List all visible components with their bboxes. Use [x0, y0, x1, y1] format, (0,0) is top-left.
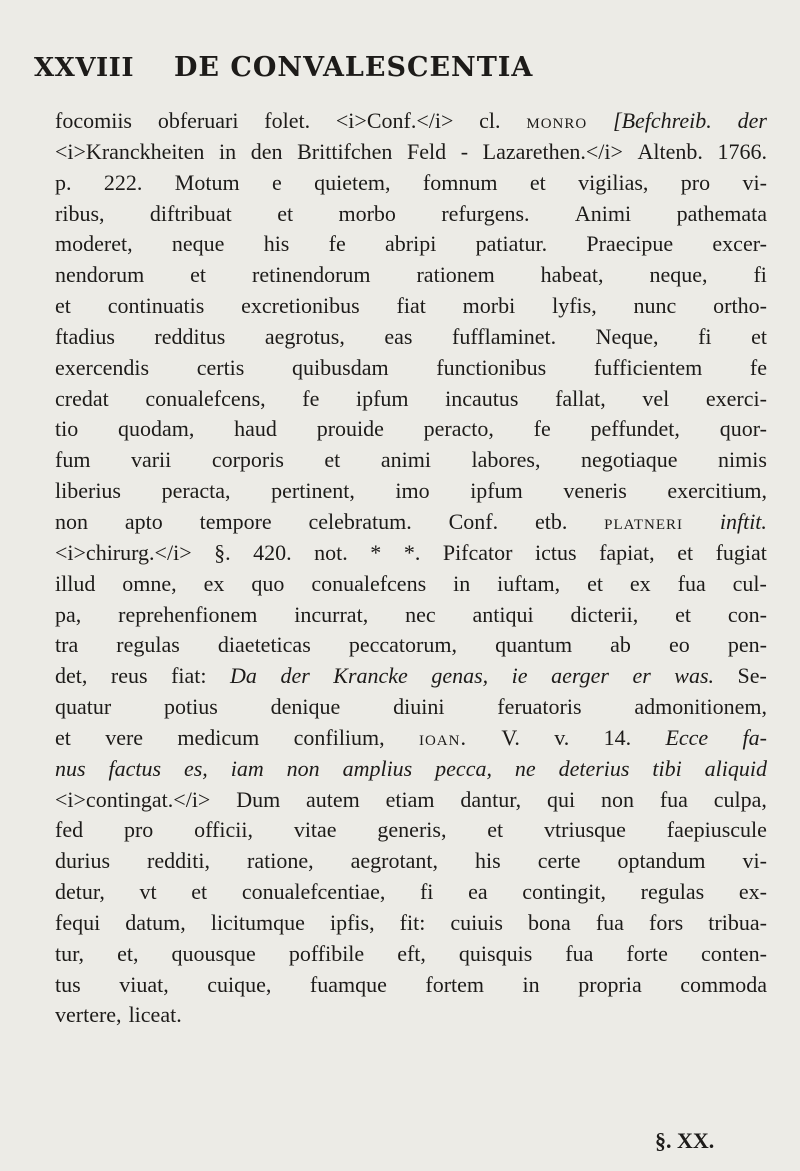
- word: aerger: [551, 663, 609, 689]
- word: 420.: [253, 539, 292, 565]
- word: <i>chirurg.</i>: [55, 539, 192, 565]
- word: et: [190, 262, 207, 288]
- word: ex: [629, 570, 651, 596]
- word: patiatur.: [475, 231, 548, 257]
- text-line: [55, 445, 767, 476]
- word: credat: [55, 385, 109, 411]
- word: fe: [533, 416, 551, 442]
- word: pathemata: [676, 200, 767, 226]
- word: <i>Kranckheiten: [55, 138, 205, 164]
- word: officii,: [194, 817, 253, 843]
- word: continuatis: [107, 293, 205, 319]
- word: certe: [537, 848, 581, 874]
- word: viuat,: [119, 971, 169, 997]
- word: peccatorum,: [348, 632, 457, 658]
- word: eas: [384, 323, 413, 349]
- word: his: [263, 231, 290, 257]
- word: fequi: [55, 909, 101, 935]
- word: was.: [674, 663, 715, 689]
- word: moderet,: [55, 231, 133, 257]
- word: vi-: [742, 848, 767, 874]
- word: durius: [55, 848, 110, 874]
- word: vt: [139, 879, 157, 905]
- word: fua: [565, 940, 594, 966]
- word: monro: [526, 108, 588, 133]
- word: et: [529, 169, 546, 195]
- word: conualefcens: [311, 570, 427, 596]
- word: nus: [55, 755, 86, 781]
- word: fiat: [396, 293, 426, 319]
- word: con-: [727, 601, 767, 627]
- word: propria: [578, 971, 642, 997]
- text-line: [55, 353, 767, 384]
- word: et: [191, 879, 208, 905]
- word: in: [219, 138, 237, 164]
- word: incurrat,: [294, 601, 369, 627]
- word: ictus: [535, 539, 577, 565]
- word: quantum: [495, 632, 573, 658]
- word: commoda: [680, 971, 767, 997]
- word: ie: [511, 663, 528, 689]
- word: det,: [55, 663, 88, 689]
- word: fugiat: [715, 539, 767, 565]
- text-line: [55, 970, 767, 1001]
- word: et: [675, 601, 692, 627]
- word: Neque,: [595, 323, 659, 349]
- word: der: [280, 663, 310, 689]
- word: omne,: [122, 570, 177, 596]
- word: incautus: [445, 385, 519, 411]
- word: genas,: [431, 663, 489, 689]
- word: Praecipue: [586, 231, 674, 257]
- word: *.: [403, 539, 421, 565]
- word: quatur: [55, 694, 112, 720]
- word: antiqui: [472, 601, 534, 627]
- text-line: [55, 414, 767, 445]
- word: es,: [183, 755, 208, 781]
- word: Dum: [236, 786, 281, 812]
- word: faepiuscule: [666, 817, 767, 843]
- word: et: [751, 323, 767, 349]
- word: ftadius: [55, 323, 115, 349]
- word: diftribuat: [149, 200, 232, 226]
- word: et: [487, 817, 504, 843]
- word: redditus: [154, 323, 226, 349]
- word: in: [453, 570, 471, 596]
- word: <i>Conf.</i>: [335, 108, 454, 133]
- text-line: [55, 168, 767, 199]
- word: et: [277, 200, 294, 226]
- text-line: [55, 507, 767, 538]
- word: 1766.: [717, 138, 767, 164]
- word: tus: [55, 971, 81, 997]
- word: fua: [677, 570, 706, 596]
- word: pa,: [55, 601, 82, 627]
- text-line: [55, 569, 767, 600]
- word: autem: [306, 786, 360, 812]
- word: dantur,: [460, 786, 522, 812]
- word: confilium,: [293, 724, 385, 750]
- running-title: DE CONVALESCENTIA: [174, 52, 534, 83]
- word: Da: [230, 663, 257, 689]
- word: diaeteticas: [217, 632, 311, 658]
- text-line: [55, 754, 767, 785]
- word: den: [250, 138, 283, 164]
- word: fe: [749, 354, 767, 380]
- word: in: [522, 971, 540, 997]
- text-line: [55, 846, 767, 877]
- word: ipfis,: [329, 909, 375, 935]
- word: datum,: [125, 909, 186, 935]
- word: dicterii,: [570, 601, 639, 627]
- word: etb.: [534, 508, 568, 534]
- text-line: [55, 106, 767, 137]
- text-line: [55, 785, 767, 816]
- word: aliquid: [704, 755, 767, 781]
- word: ne: [514, 755, 536, 781]
- word: abripi: [385, 231, 437, 257]
- word: pen-: [727, 632, 767, 658]
- word: morbo: [338, 200, 396, 226]
- word: conualefcens,: [145, 385, 266, 411]
- word: fua: [595, 909, 624, 935]
- word: denique: [270, 694, 341, 720]
- word: vitae: [293, 817, 337, 843]
- word: imo: [395, 478, 430, 504]
- word: eo: [669, 632, 690, 658]
- word: Se-: [737, 663, 767, 689]
- word: non: [55, 508, 88, 534]
- word: haud: [234, 416, 277, 442]
- text-line: [55, 137, 767, 168]
- word: forte: [626, 940, 668, 966]
- word: et: [587, 570, 603, 596]
- word: iam: [230, 755, 264, 781]
- word: fi: [753, 262, 767, 288]
- word: generis,: [377, 817, 447, 843]
- word: pecca,: [435, 755, 492, 781]
- word: fit:: [399, 909, 426, 935]
- word: tur,: [55, 940, 85, 966]
- word: der: [737, 108, 767, 133]
- word: non: [601, 786, 634, 812]
- word: fallat,: [555, 385, 606, 411]
- word: reus: [110, 663, 148, 689]
- word: liberius: [55, 478, 121, 504]
- word: tio: [55, 416, 79, 442]
- word: feruatoris: [497, 694, 582, 720]
- text-line: [55, 476, 767, 507]
- word: exerci-: [705, 385, 767, 411]
- word: neque: [171, 231, 225, 257]
- word: nec: [405, 601, 436, 627]
- word: ortho-: [713, 293, 767, 319]
- word: <i>contingat.</i>: [55, 786, 211, 812]
- word: ea: [468, 879, 488, 905]
- word: etiam: [385, 786, 435, 812]
- word: fum: [55, 447, 91, 473]
- word: corporis: [211, 447, 284, 473]
- word: fiat:: [171, 663, 207, 689]
- word: Conf.: [448, 508, 499, 534]
- word: bona: [528, 909, 571, 935]
- word: aegrotant,: [350, 848, 438, 874]
- word: detur,: [55, 879, 105, 905]
- word: qui: [547, 786, 576, 812]
- word: cuique,: [207, 971, 272, 997]
- text-line: [55, 1000, 767, 1031]
- word: optandum: [617, 848, 706, 874]
- word: ex: [203, 570, 225, 596]
- word: fe: [328, 231, 346, 257]
- word: apto: [124, 508, 163, 534]
- word: vigilias,: [578, 169, 649, 195]
- word: vertere,: [55, 1002, 122, 1028]
- word: -: [460, 138, 469, 164]
- word: Lazarethen.</i>: [482, 138, 623, 164]
- word: pertinent,: [271, 478, 355, 504]
- word: functionibus: [436, 354, 547, 380]
- word: regulas: [640, 879, 705, 905]
- word: peracto,: [423, 416, 494, 442]
- word: cul-: [732, 570, 767, 596]
- word: fi: [698, 323, 712, 349]
- word: redditi,: [147, 848, 210, 874]
- word: morbi: [462, 293, 516, 319]
- word: varii: [130, 447, 172, 473]
- word: quisquis: [458, 940, 533, 966]
- word: quor-: [719, 416, 767, 442]
- word: ipfum: [355, 385, 409, 411]
- word: fomnum: [422, 169, 498, 195]
- word: Ecce: [665, 724, 709, 750]
- word: cl.: [479, 108, 501, 133]
- word: §.: [214, 539, 231, 565]
- word: culpa,: [713, 786, 767, 812]
- word: focomiis: [55, 108, 132, 133]
- word: admonitionem,: [634, 694, 767, 720]
- word: pro: [123, 817, 154, 843]
- text-line: [55, 877, 767, 908]
- word: quousque: [171, 940, 256, 966]
- word: ab: [610, 632, 631, 658]
- word: et: [55, 724, 71, 750]
- word: lyfis,: [552, 293, 597, 319]
- word: nunc: [633, 293, 677, 319]
- word: pro: [680, 169, 711, 195]
- word: neque,: [649, 262, 708, 288]
- text-line: [55, 199, 767, 230]
- word: quietem,: [314, 169, 391, 195]
- word: medicum: [177, 724, 260, 750]
- text-line: [55, 723, 767, 754]
- word: reprehenfionem: [118, 601, 258, 627]
- word: quodam,: [118, 416, 195, 442]
- word: celebratum.: [308, 508, 412, 534]
- folio-number: XXVIII: [34, 53, 135, 83]
- word: Brittifchen: [297, 138, 393, 164]
- word: ex-: [738, 879, 767, 905]
- word: et,: [117, 940, 139, 966]
- word: quibusdam: [292, 354, 389, 380]
- word: V.: [501, 724, 520, 750]
- word: fufflaminet.: [452, 323, 557, 349]
- word: [Befchreib.: [613, 108, 712, 133]
- word: eft,: [397, 940, 426, 966]
- word: exercendis: [55, 354, 150, 380]
- word: animi: [380, 447, 431, 473]
- word: cuiuis: [450, 909, 503, 935]
- word: potius: [164, 694, 218, 720]
- word: fors: [649, 909, 684, 935]
- word: non: [286, 755, 320, 781]
- word: ioan.: [418, 724, 467, 750]
- text-line: [55, 384, 767, 415]
- word: Motum: [174, 169, 240, 195]
- word: 222.: [103, 169, 143, 195]
- word: ratione,: [247, 848, 314, 874]
- text-line: [55, 661, 767, 692]
- text-line: [55, 815, 767, 846]
- word: contingit,: [522, 879, 606, 905]
- word: exercitium,: [667, 478, 767, 504]
- text-line: [55, 630, 767, 661]
- text-line: [55, 939, 767, 970]
- word: 14.: [603, 724, 632, 750]
- word: obferuari: [157, 108, 239, 133]
- word: folet.: [264, 108, 311, 133]
- word: nendorum: [55, 262, 145, 288]
- word: fufficientem: [593, 354, 703, 380]
- word: tribua-: [708, 909, 767, 935]
- text-line: [55, 322, 767, 353]
- word: Animi: [574, 200, 632, 226]
- text-line: [55, 908, 767, 939]
- catchword: §. XX.: [655, 1128, 715, 1153]
- word: ribus,: [55, 200, 105, 226]
- word: refurgens.: [441, 200, 530, 226]
- word: negotiaque: [581, 447, 678, 473]
- word: vel: [642, 385, 670, 411]
- word: Altenb.: [637, 138, 703, 164]
- word: nimis: [718, 447, 767, 473]
- word: liceat.: [128, 1002, 182, 1028]
- word: fapiat,: [599, 539, 655, 565]
- word: iuftam,: [497, 570, 561, 596]
- word: rationem: [416, 262, 495, 288]
- word: habeat,: [540, 262, 604, 288]
- word: tra: [55, 632, 79, 658]
- word: excretionibus: [241, 293, 360, 319]
- word: fe: [302, 385, 320, 411]
- word: vtriusque: [544, 817, 626, 843]
- word: peffundet,: [590, 416, 680, 442]
- text-line: [55, 600, 767, 631]
- word: fua: [659, 786, 688, 812]
- word: deterius: [558, 755, 630, 781]
- text-line: [55, 538, 767, 569]
- word: Krancke: [333, 663, 408, 689]
- word: vi-: [742, 169, 767, 195]
- word: his: [475, 848, 501, 874]
- word: licitumque: [210, 909, 305, 935]
- word: regulas: [116, 632, 180, 658]
- word: er: [632, 663, 651, 689]
- word: labores,: [471, 447, 541, 473]
- word: tibi: [652, 755, 682, 781]
- word: et: [324, 447, 341, 473]
- word: Feld: [407, 138, 447, 164]
- word: tempore: [199, 508, 272, 534]
- word: inftit.: [719, 508, 767, 534]
- text-line: [55, 229, 767, 260]
- word: *: [370, 539, 382, 565]
- word: et: [677, 539, 694, 565]
- word: peracta,: [161, 478, 231, 504]
- word: poffibile: [288, 940, 365, 966]
- word: conten-: [700, 940, 767, 966]
- word: fed: [55, 817, 84, 843]
- word: fa-: [742, 724, 767, 750]
- word: Pifcator: [442, 539, 513, 565]
- word: diuini: [393, 694, 445, 720]
- word: conualefcentiae,: [241, 879, 386, 905]
- word: quo: [251, 570, 285, 596]
- word: fuamque: [309, 971, 387, 997]
- body-text: [55, 106, 767, 1031]
- text-line: [55, 692, 767, 723]
- word: vere: [105, 724, 144, 750]
- word: amplius: [342, 755, 413, 781]
- word: et: [55, 293, 71, 319]
- word: factus: [108, 755, 162, 781]
- word: veneris: [563, 478, 627, 504]
- text-line: [55, 291, 767, 322]
- word: p.: [55, 169, 72, 195]
- word: retinendorum: [252, 262, 371, 288]
- word: excer-: [712, 231, 767, 257]
- word: platneri: [604, 508, 684, 534]
- word: prouide: [316, 416, 384, 442]
- word: aegrotus,: [264, 323, 345, 349]
- word: ipfum: [470, 478, 523, 504]
- word: fortem: [425, 971, 485, 997]
- word: fi: [419, 879, 434, 905]
- word: illud: [55, 570, 96, 596]
- word: v.: [554, 724, 570, 750]
- word: e: [271, 169, 282, 195]
- text-line: [55, 260, 767, 291]
- word: certis: [196, 354, 245, 380]
- page-header: [34, 52, 740, 83]
- word: not.: [314, 539, 348, 565]
